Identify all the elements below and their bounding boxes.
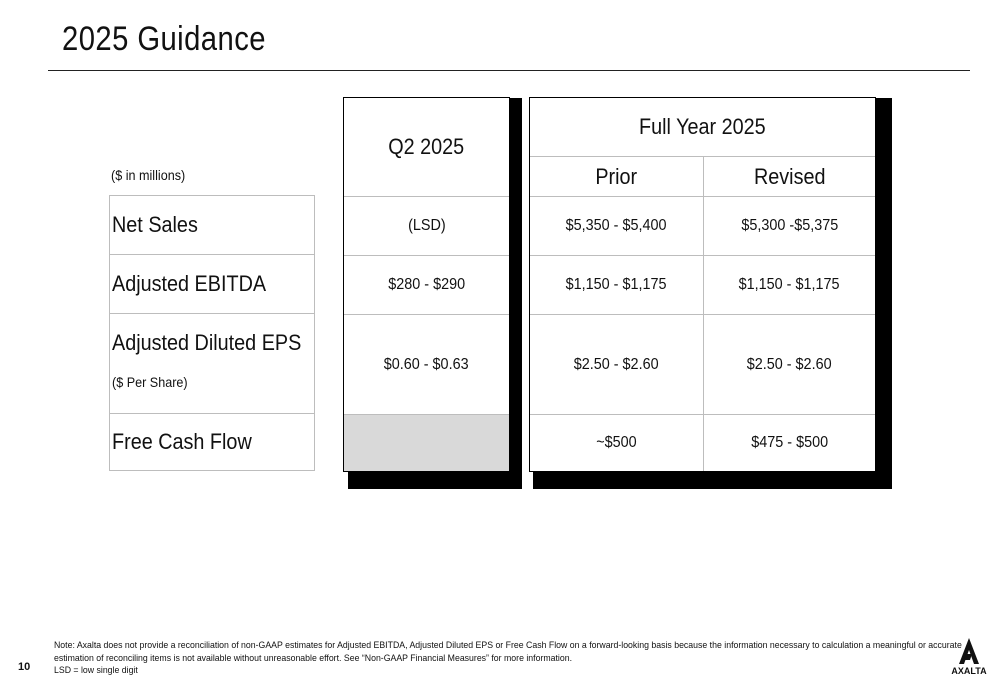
revised-header: Revised: [703, 156, 875, 196]
prior-free-cash-flow: ~$500: [530, 414, 703, 471]
row-label-adjusted-diluted-eps: Adjusted Diluted EPS ($ Per Share): [109, 313, 315, 413]
q2-adjusted-ebitda: $280 - $290: [344, 255, 509, 314]
q2-header: Q2 2025: [388, 134, 465, 159]
q2-box: [343, 97, 510, 472]
logo-text: AXALTA: [951, 666, 987, 676]
row-label-adjusted-ebitda: Adjusted EBITDA: [109, 254, 315, 313]
q2-net-sales: (LSD): [344, 196, 509, 255]
prior-adjusted-diluted-eps: $2.50 - $2.60: [530, 314, 703, 414]
row-label-net-sales: Net Sales: [109, 195, 315, 254]
full-year-header: Full Year 2025: [639, 114, 766, 139]
revised-adjusted-diluted-eps: $2.50 - $2.60: [703, 314, 875, 414]
full-year-box: [529, 97, 876, 472]
footnote: [54, 640, 962, 678]
row-sublabel-per-share: ($ Per Share): [112, 374, 188, 390]
units-label: ($ in millions): [111, 167, 186, 183]
row-label-free-cash-flow: Free Cash Flow: [109, 413, 315, 471]
revised-adjusted-ebitda: $1,150 - $1,175: [703, 255, 875, 314]
full-year-row-net-sales: [530, 196, 875, 255]
full-year-row-adjusted-diluted-eps: [530, 314, 875, 414]
page-title: 2025 Guidance: [62, 20, 266, 58]
page-number: 10: [18, 661, 31, 673]
q2-free-cash-flow: [344, 414, 509, 471]
row-labels: [109, 195, 315, 471]
q2-adjusted-diluted-eps: $0.60 - $0.63: [344, 314, 509, 414]
prior-net-sales: $5,350 - $5,400: [530, 196, 703, 255]
revised-free-cash-flow: $475 - $500: [703, 414, 875, 471]
full-year-subheader-row: [530, 156, 875, 196]
prior-adjusted-ebitda: $1,150 - $1,175: [530, 255, 703, 314]
full-year-row-free-cash-flow: [530, 414, 875, 471]
footnote-line-2: estimation of reconciling items is not available without unreasonable effort. See “Non-GAAP Financial Measures” for more information.: [54, 652, 573, 664]
prior-header: Prior: [530, 156, 703, 196]
footnote-line-1: Note: Axalta does not provide a reconciliation of non-GAAP estimates for Adjusted EBITDA, Adjusted Diluted EPS or Free Cash Flow on a forward-looking basis because the information necessary to calculation a meaningful or accurate: [54, 640, 962, 651]
full-year-row-adjusted-ebitda: [530, 255, 875, 314]
footnote-line-3: LSD = low single digit: [54, 665, 138, 676]
title-divider: [48, 70, 970, 71]
axalta-logo-icon: [948, 636, 990, 676]
revised-net-sales: $5,300 -$5,375: [703, 196, 875, 255]
